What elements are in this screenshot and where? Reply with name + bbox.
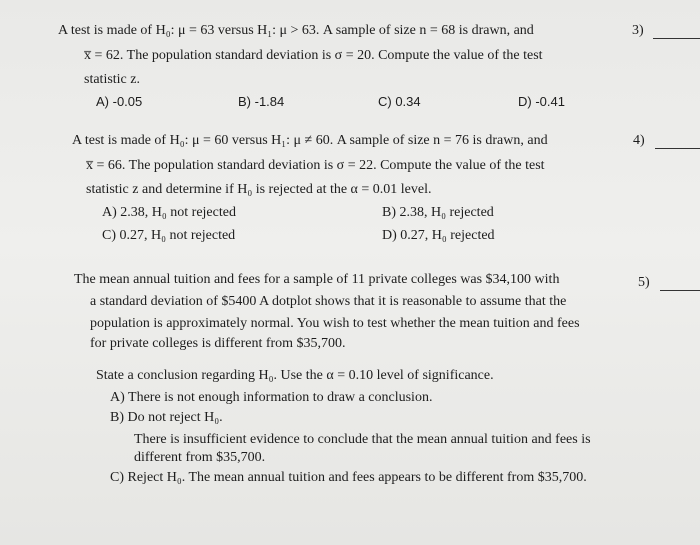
q3-line1: A test is made of H₀: μ = 63 versus H₁: μ > 63. A sample of size n = 68 is drawn, and [58, 23, 534, 38]
q5-choice-b: B) Do not reject H₀. [110, 410, 223, 425]
q4-choice-b: B) 2.38, H₀ rejected [382, 205, 494, 220]
q4-line2: x̅ = 66. The population standard deviation is σ = 22. Compute the value of the test [86, 158, 545, 173]
q4-line1: A test is made of H₀: μ = 60 versus H₁: μ ≠ 60. A sample of size n = 76 is drawn, and [72, 133, 548, 148]
q5-line4: for private colleges is different from $35,700. [90, 336, 346, 351]
q4-choice-d: D) 0.27, H₀ rejected [382, 228, 495, 243]
q5-answer-blank[interactable] [660, 290, 700, 291]
q5-answer-number: 5) [638, 275, 650, 290]
q3-line3: statistic z. [84, 72, 140, 87]
q4-line3: statistic z and determine if H₀ is rejected at the α = 0.01 level. [86, 182, 432, 197]
q3-answer-number: 3) [632, 23, 644, 38]
q5-choice-a: A) There is not enough information to draw a conclusion. [110, 390, 433, 405]
q4-choice-c: C) 0.27, H₀ not rejected [102, 228, 236, 243]
q5-line1: The mean annual tuition and fees for a sample of 11 private colleges was $34,100 with [74, 272, 560, 287]
q4-answer-blank[interactable] [655, 148, 700, 149]
q5-prompt: State a conclusion regarding H₀. Use the α = 0.10 level of significance. [96, 368, 494, 383]
q5-choice-b-detail-2: different from $35,700. [134, 450, 266, 465]
q4-choice-a: A) 2.38, H₀ not rejected [102, 205, 236, 220]
q4-answer-number: 4) [633, 133, 645, 148]
q3-choice-b: B) -1.84 [238, 94, 285, 109]
q3-choice-d: D) -0.41 [518, 94, 565, 109]
q5-line2: a standard deviation of $5400 A dotplot shows that it is reasonable to assume that the [90, 294, 567, 309]
q5-choice-b-detail-1: There is insufficient evidence to conclude that the mean annual tuition and fees is [134, 432, 591, 447]
q3-line2: x̅ = 62. The population standard deviation is σ = 20. Compute the value of the test [84, 48, 543, 63]
q3-choice-c: C) 0.34 [378, 94, 421, 109]
q5-line3: population is approximately normal. You wish to test whether the mean tuition and fees [90, 316, 580, 331]
q3-choice-a: A) -0.05 [96, 94, 143, 109]
q5-choice-c: C) Reject H₀. The mean annual tuition and fees appears to be different from $35,700. [110, 470, 587, 485]
q3-answer-blank[interactable] [653, 38, 700, 39]
